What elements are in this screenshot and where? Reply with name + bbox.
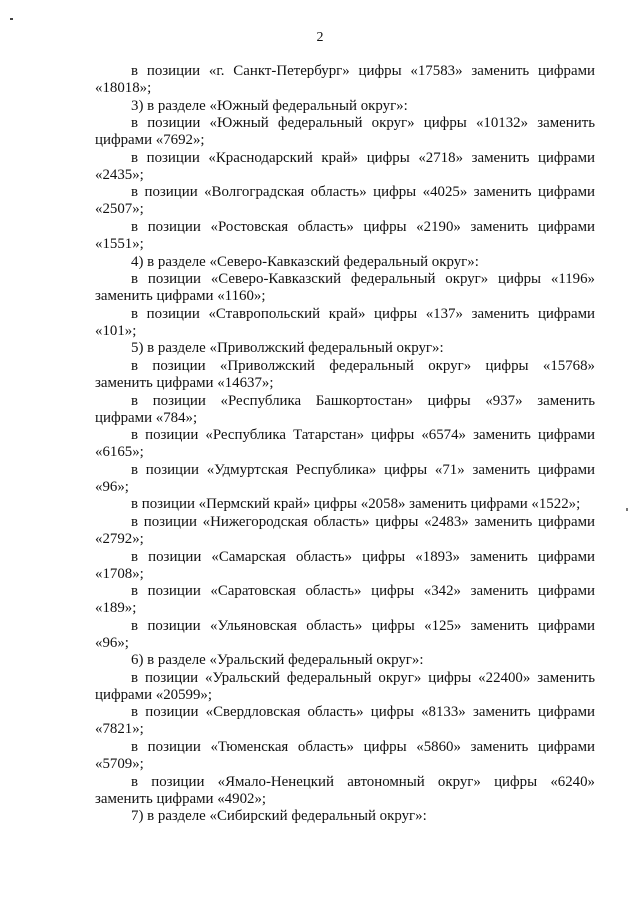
scan-speck xyxy=(10,18,13,20)
paragraph-first-line: в позиции «Волгоградская область» цифры «4025» заменить цифрами xyxy=(131,184,595,201)
paragraph-continuation: «5709»; xyxy=(95,756,144,773)
paragraph-first-line: в позиции «Ямало-Ненецкий автономный округ» цифры «6240» xyxy=(131,773,595,790)
paragraph-first-line: в позиции «Южный федеральный округ» цифры «10132» заменить xyxy=(131,115,595,132)
paragraph xyxy=(95,774,595,808)
paragraph-first-line: в позиции «Уральский федеральный округ» цифры «22400» заменить xyxy=(131,669,595,686)
paragraph-continuation: «96»; xyxy=(95,478,129,495)
paragraph-continuation: «7821»; xyxy=(95,721,144,738)
paragraph xyxy=(95,184,595,218)
paragraph xyxy=(95,219,595,253)
paragraph-continuation: «2435»; xyxy=(95,166,144,183)
paragraph-first-line: в позиции «Свердловская область» цифры «8133» заменить цифрами xyxy=(131,704,595,721)
paragraph xyxy=(95,393,595,427)
paragraph xyxy=(95,739,595,773)
paragraph-continuation: «1708»; xyxy=(95,565,144,582)
paragraph xyxy=(95,98,595,115)
paragraph xyxy=(95,808,595,825)
paragraph-first-line: в позиции «Краснодарский край» цифры «2718» заменить цифрами xyxy=(131,149,595,166)
paragraph-line: 6) в разделе «Уральский федеральный округ»: xyxy=(131,652,424,669)
paragraph-continuation: цифрами «20599»; xyxy=(95,686,213,703)
scan-speck xyxy=(626,508,628,511)
paragraph xyxy=(95,427,595,461)
paragraph-continuation: «101»; xyxy=(95,322,137,339)
paragraph xyxy=(95,704,595,738)
paragraph-line: 5) в разделе «Приволжский федеральный округ»: xyxy=(131,340,444,357)
paragraph-first-line: в позиции «Нижегородская область» цифры «2483» заменить цифрами xyxy=(131,513,595,530)
paragraph-first-line: в позиции «Республика Татарстан» цифры «6574» заменить цифрами xyxy=(131,427,595,444)
paragraph-continuation: «96»; xyxy=(95,634,129,651)
paragraph-first-line: в позиции «Северо-Кавказский федеральный округ» цифры «1196» xyxy=(131,271,595,288)
paragraph xyxy=(95,514,595,548)
paragraph xyxy=(95,115,595,149)
paragraph xyxy=(95,670,595,704)
paragraph xyxy=(95,358,595,392)
paragraph-first-line: в позиции «г. Санкт-Петербург» цифры «17583» заменить цифрами xyxy=(131,63,595,79)
paragraph xyxy=(95,462,595,496)
page-number: 2 xyxy=(316,30,324,45)
paragraph xyxy=(95,306,595,340)
paragraph-continuation: «2507»; xyxy=(95,201,144,218)
paragraph-line: 7) в разделе «Сибирский федеральный округ»: xyxy=(131,808,427,825)
paragraph-first-line: в позиции «Удмуртская Республика» цифры «71» заменить цифрами xyxy=(131,461,595,478)
paragraph-continuation: цифрами «784»; xyxy=(95,409,198,426)
paragraph-first-line: в позиции «Ростовская область» цифры «2190» заменить цифрами xyxy=(131,218,595,235)
paragraph-first-line: в позиции «Тюменская область» цифры «5860» заменить цифрами xyxy=(131,739,595,756)
paragraph-continuation: цифрами «7692»; xyxy=(95,132,205,149)
paragraph-continuation: заменить цифрами «1160»; xyxy=(95,288,266,305)
paragraph-line: 3) в разделе «Южный федеральный округ»: xyxy=(131,97,408,114)
paragraph-first-line: в позиции «Приволжский федеральный округ» цифры «15768» xyxy=(131,357,595,374)
paragraph xyxy=(95,340,595,357)
paragraph-continuation: «189»; xyxy=(95,600,137,617)
paragraph-first-line: в позиции «Ставропольский край» цифры «137» заменить цифрами xyxy=(131,305,595,322)
paragraph xyxy=(95,254,595,271)
paragraph xyxy=(95,271,595,305)
paragraph xyxy=(95,652,595,669)
paragraph xyxy=(95,496,595,513)
paragraph-first-line: в позиции «Самарская область» цифры «1893» заменить цифрами xyxy=(131,548,595,565)
paragraph xyxy=(95,549,595,583)
paragraph-continuation: «18018»; xyxy=(95,80,152,96)
paragraph-continuation: «1551»; xyxy=(95,235,144,252)
paragraph-continuation: заменить цифрами «4902»; xyxy=(95,790,267,807)
paragraph-continuation: заменить цифрами «14637»; xyxy=(95,374,274,391)
paragraph xyxy=(95,150,595,184)
paragraph xyxy=(95,618,595,652)
document-body xyxy=(95,63,595,826)
paragraph xyxy=(95,63,595,97)
paragraph-line: 4) в разделе «Северо-Кавказский федеральный округ»: xyxy=(131,253,479,270)
paragraph-first-line: в позиции «Ульяновская область» цифры «125» заменить цифрами xyxy=(131,617,595,634)
paragraph-line: в позиции «Пермский край» цифры «2058» заменить цифрами «1522»; xyxy=(131,496,581,513)
paragraph xyxy=(95,583,595,617)
paragraph-first-line: в позиции «Республика Башкортостан» цифры «937» заменить xyxy=(131,392,595,409)
paragraph-continuation: «6165»; xyxy=(95,444,144,461)
paragraph-first-line: в позиции «Саратовская область» цифры «342» заменить цифрами xyxy=(131,583,595,600)
paragraph-continuation: «2792»; xyxy=(95,530,144,547)
